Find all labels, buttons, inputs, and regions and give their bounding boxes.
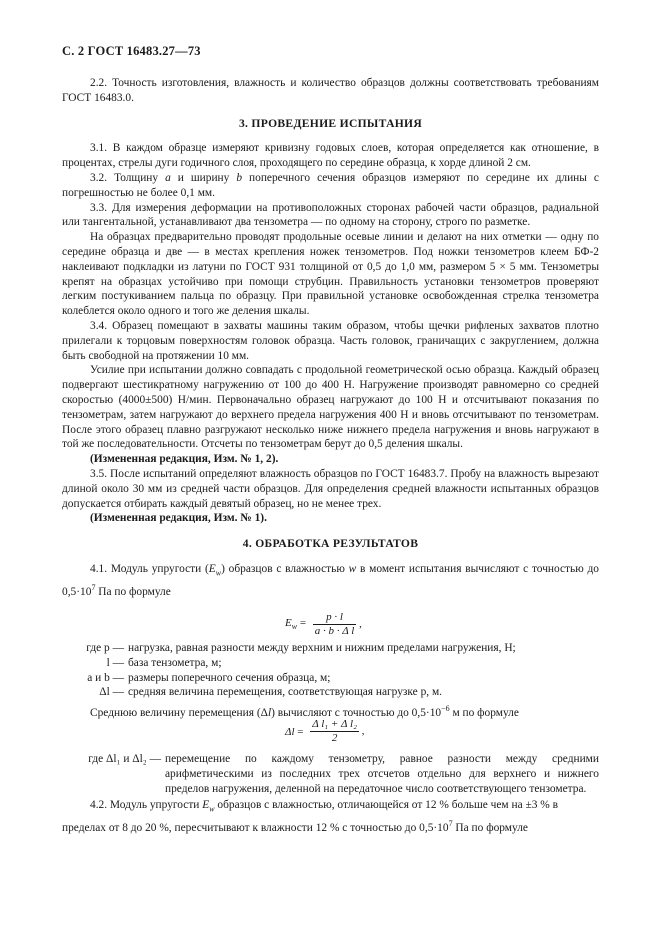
formula-modulus: $E_w$ = $\frac{p \cdot l}{\text{a · b · Δ l}}$ ,	[285, 611, 362, 637]
formula-denominator: a · b · Δ l	[314, 625, 355, 637]
paragraph-4-2: 4.2. Модуль упругости $E_w$ образцов с влажностью, отличающейся от 12 % больше чем на ±3 % в пределах от 8 до 20 %, пересчитывают к влажности 12 % с точностью до $0,5\cdot 10^7$ Па по формуле	[62, 799, 558, 835]
paragraph-3-2: 3.2. Толщину a и ширину b поперечного сечения образцов измеряют по середине их длины с погрешностью не более 0,1 мм.	[62, 171, 599, 199]
page-header: С. 2 ГОСТ 16483.27—73	[62, 44, 201, 58]
amendment-note-1: (Измененная редакция, Изм. № 1, 2).	[90, 453, 279, 466]
definition-row: Δl — средняя величина перемещения, соответствующая нагрузке p, м.	[99, 686, 443, 699]
definition-row: a и b — размеры поперечного сечения образца, м;	[87, 671, 331, 684]
section-4-title: 4. ОБРАБОТКА РЕЗУЛЬТАТОВ	[242, 537, 419, 551]
paragraph-displacement: Среднюю величину перемещения (Δl) вычисляют с точностью до $0,5\cdot 10^{-6}$ м по формуле	[90, 704, 519, 719]
definitions-list-2	[62, 752, 599, 836]
definition-row: l — база тензометра, м;	[106, 656, 222, 669]
paragraph-4-1: 4.1. Модуль упругости $(E_w)$ образцов с влажностью w в момент испытания вычисляют с точностью до $0,5\cdot 10^7$ Па по формуле	[62, 562, 599, 598]
paragraph-3-3-continued: На образцах предварительно проводят продольные осевые линии и делают на них отметки — одну по середине образца и две — в местах крепления ножек тензометров. Под ножки тензометров клеем БФ-2 наклеивают подкладки из латуни по ГОСТ 931 толщиной от 0,5 до 1,0 мм, размером 5 × 5 мм. Тензометры крепят на образцах устойчиво при помощи струбцин. Правильность установки тензометров проверяют легким постукиванием пальца по образцу. При правильной установке освобожденная стрелка тензометра колеблется около одного и того же деления шкалы.	[62, 231, 599, 318]
section-3-title: 3. ПРОВЕДЕНИЕ ИСПЫТАНИЯ	[238, 116, 423, 130]
definition-row: где p — нагрузка, равная разности между верхним и нижним пределами нагружения, Н;	[86, 642, 516, 654]
definition-row: где Δl₁ и Δl₂ — перемещение по каждому тензометру, равное разности между средними арифметическими из последних трех отсчетов отдельно для верхнего и нижнего пределов нагружения, деленной на передаточное число соответствующего тензометра.	[88, 753, 599, 795]
body-text	[62, 76, 599, 600]
paragraph-3-5: 3.5. После испытаний определяют влажность образцов по ГОСТ 16483.7. Пробу на влажность вырезают длиной около 30 мм из средней части образцов. Для определения средней влажности испытанных образцов допускается отбирать каждый девятый образец, но не менее трех.	[62, 467, 599, 510]
paragraph-3-4: 3.4. Образец помещают в захваты машины таким образом, чтобы щечки рифленых захватов плотно прилегали к торцовым поверхностям головок образца. Часть головок, граничащих с закруглением, должна быть свободной на протяжении 10 мм.	[62, 319, 599, 362]
paragraph-2-2: 2.2. Точность изготовления, влажность и количество образцов должны соответствовать требованиям ГОСТ 16483.0.	[62, 77, 599, 104]
formula-numerator: p · l	[313, 611, 357, 625]
formula-denominator: 2	[331, 732, 338, 744]
amendment-note-2: (Измененная редакция, Изм. № 1).	[90, 512, 267, 525]
formula-displacement: Δl = $\frac{\text{Δ l₁ + Δ l₂}}{2}$ ,	[285, 718, 365, 744]
paragraph-3-1: 3.1. В каждом образце измеряют кривизну годовых слоев, которая определяется как отношение, в процентах, стрелы дуги годичного слоя, проходящего по середине образца, к хорде длиной 2 см.	[62, 142, 599, 170]
definitions-list	[62, 641, 599, 721]
paragraph-3-3: 3.3. Для измерения деформации на противоположных сторонах рабочей части образцов, радиальной или тангентальной, устанавливают два тензометра — по одному на сторону, строго по разметке.	[62, 201, 599, 229]
formula-numerator: Δ l₁ + Δ l₂	[312, 718, 357, 730]
paragraph-3-4-continued: Усилие при испытании должно совпадать с продольной геометрической осью образца. Каждый образец подвергают шестикратному нагружению от 100 до 400 Н. Нагружение производят равномерно со средней скоростью (4000±500) Н/мин. Первоначально образец нагружают до 100 Н и отсчитывают показания по тензометрам, затем нагружают до верхнего предела нагружения 400 Н и вновь отсчитывают по тензометрам. После этого образец плавно разгружают несколько ниже нижнего предела нагружения и вновь нагружают в той же последовательности. Отсчеты по тензометрам берут до 0,5 деления шкалы.	[62, 364, 599, 451]
